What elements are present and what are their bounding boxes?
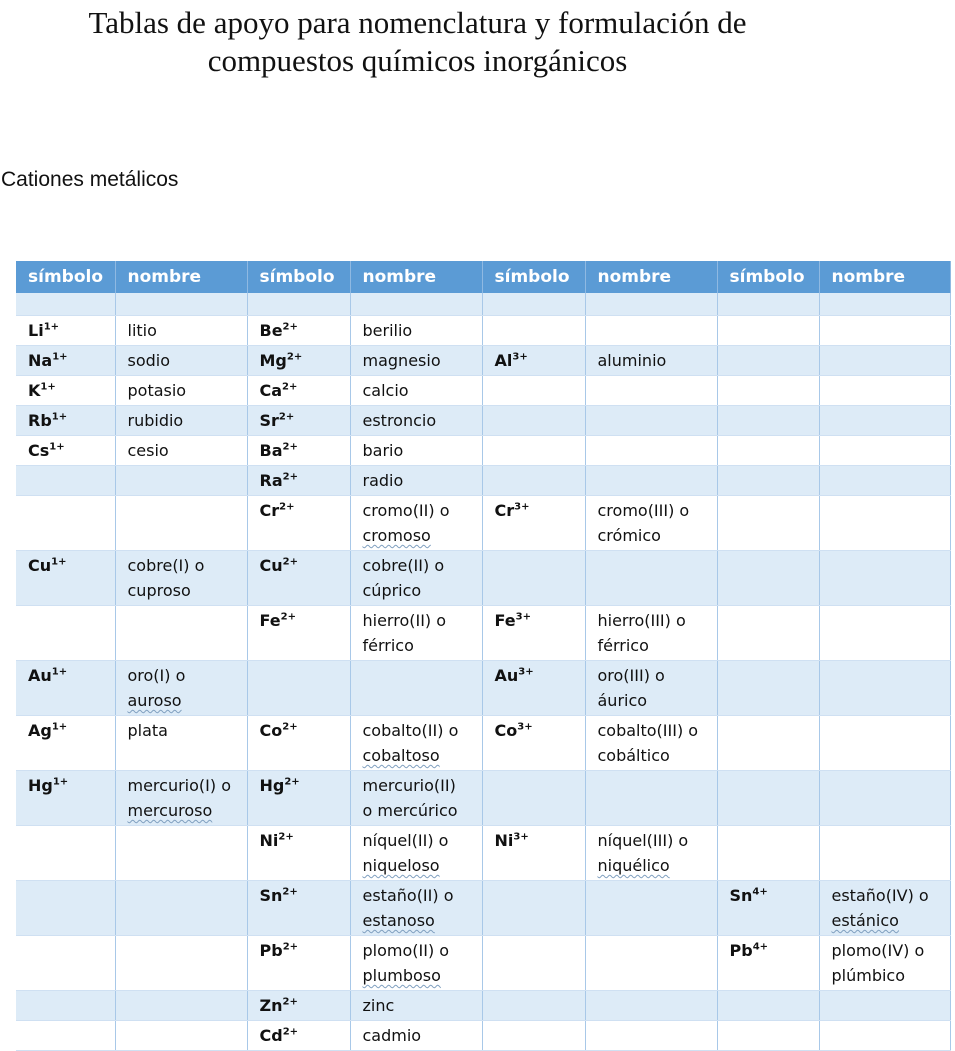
charge: 1+ (51, 721, 68, 733)
symbol-cell (717, 606, 819, 661)
symbol-cell (247, 1021, 350, 1051)
symbol-cell (717, 316, 819, 346)
cation-name-line: cúprico (362, 581, 422, 600)
cation-name-line: cobalto(III) o (597, 721, 699, 740)
table-row (16, 991, 950, 1021)
element-symbol: Ra (259, 471, 283, 490)
cation-name-line: níquel(III) o (597, 831, 689, 850)
symbol-cell (717, 716, 819, 771)
charge: 3+ (518, 666, 534, 678)
charge: 3+ (515, 611, 531, 623)
element-symbol: Zn (259, 996, 283, 1015)
name-cell (350, 771, 482, 826)
symbol-cell (482, 661, 585, 716)
symbol-cell (717, 826, 819, 881)
symbol-cell (247, 406, 350, 436)
cation-name-line: estroncio (362, 411, 437, 430)
name-cell (115, 406, 247, 436)
element-symbol: Co (494, 721, 518, 740)
symbol-cell (717, 991, 819, 1021)
cation-name-line: crómico (597, 526, 661, 545)
symbol-cell (717, 496, 819, 551)
element-symbol: Co (259, 721, 283, 740)
name-cell (819, 606, 950, 661)
cation-name-line: cobre(I) o (127, 556, 205, 575)
symbol-cell (247, 496, 350, 551)
element-symbol: Pb (259, 941, 283, 960)
cation-name-line: calcio (362, 381, 409, 400)
name-cell (350, 436, 482, 466)
symbol-cell (717, 406, 819, 436)
cation-name-line: potasio (127, 381, 187, 400)
name-cell (585, 826, 717, 881)
element-symbol: Ca (259, 381, 283, 400)
table-cell (350, 293, 482, 316)
charge: 2+ (282, 1026, 299, 1038)
table-row (16, 716, 950, 771)
column-header: nombre (819, 261, 950, 293)
charge: 3+ (512, 351, 528, 363)
charge: 2+ (282, 996, 298, 1008)
element-symbol: Ag (28, 721, 52, 740)
charge: 4+ (752, 886, 768, 898)
table-row (16, 466, 950, 496)
cation-name-line: plúmbico (831, 966, 906, 985)
cation-name-line: rubidio (127, 411, 184, 430)
cation-name-line: estaño(IV) o (831, 886, 929, 905)
symbol-cell (717, 376, 819, 406)
symbol-cell (717, 661, 819, 716)
charge: 2+ (282, 556, 298, 568)
symbol-cell (482, 496, 585, 551)
name-cell (350, 936, 482, 991)
name-cell (585, 936, 717, 991)
name-cell (819, 346, 950, 376)
charge: 2+ (278, 831, 294, 843)
name-cell (115, 771, 247, 826)
element-symbol: Mg (259, 351, 287, 370)
table-row (16, 606, 950, 661)
name-cell (585, 606, 717, 661)
symbol-cell (16, 881, 115, 936)
element-symbol: Rb (28, 411, 52, 430)
table-row (16, 661, 950, 716)
name-cell (115, 606, 247, 661)
symbol-cell (16, 346, 115, 376)
symbol-cell (247, 936, 350, 991)
symbol-cell (247, 346, 350, 376)
element-symbol: Hg (28, 776, 53, 795)
symbol-cell (482, 716, 585, 771)
symbol-cell (247, 881, 350, 936)
name-cell (585, 771, 717, 826)
name-cell (115, 1021, 247, 1051)
name-cell (115, 496, 247, 551)
cation-name-line: férrico (597, 636, 649, 655)
charge: 1+ (40, 381, 56, 393)
name-cell (819, 716, 950, 771)
cation-name-line: plomo(IV) o (831, 941, 925, 960)
symbol-cell (16, 661, 115, 716)
symbol-cell (482, 551, 585, 606)
column-header: símbolo (717, 261, 819, 293)
symbol-cell (482, 346, 585, 376)
name-cell (115, 466, 247, 496)
cation-name-line: áurico (597, 691, 648, 710)
element-symbol: Na (28, 351, 53, 370)
symbol-cell (482, 406, 585, 436)
name-cell (819, 661, 950, 716)
cation-name-line: radio (362, 471, 404, 490)
symbol-cell (16, 496, 115, 551)
cation-name-line: auroso (127, 691, 182, 710)
charge: 4+ (752, 941, 769, 953)
charge: 2+ (282, 886, 298, 898)
cation-name-line: plomo(II) o (362, 941, 450, 960)
symbol-cell (717, 936, 819, 991)
symbol-cell (247, 991, 350, 1021)
name-cell (819, 436, 950, 466)
name-cell (115, 991, 247, 1021)
name-cell (350, 1021, 482, 1051)
document-title (0, 4, 835, 80)
column-header: nombre (585, 261, 717, 293)
element-symbol: Be (259, 321, 283, 340)
table-row (16, 551, 950, 606)
name-cell (350, 716, 482, 771)
column-header: símbolo (16, 261, 115, 293)
table-row (16, 826, 950, 881)
symbol-cell (16, 551, 115, 606)
section-heading: Cationes metálicos (1, 168, 179, 191)
table-row (16, 316, 950, 346)
name-cell (115, 661, 247, 716)
symbol-cell (247, 716, 350, 771)
name-cell (350, 881, 482, 936)
name-cell (350, 606, 482, 661)
table-body (16, 293, 950, 1051)
symbol-cell (16, 991, 115, 1021)
cation-name-line: oro(III) o (597, 666, 665, 685)
table-row (16, 293, 950, 316)
element-symbol: Li (28, 321, 44, 340)
symbol-cell (247, 771, 350, 826)
symbol-cell (247, 466, 350, 496)
symbol-cell (717, 881, 819, 936)
symbol-cell (247, 551, 350, 606)
name-cell (585, 466, 717, 496)
element-symbol: Cs (28, 441, 50, 460)
table-row (16, 436, 950, 466)
name-cell (819, 991, 950, 1021)
charge: 1+ (52, 351, 68, 363)
symbol-cell (717, 346, 819, 376)
table-header-row (16, 261, 950, 293)
cation-name-line: cromo(III) o (597, 501, 690, 520)
symbol-cell (482, 316, 585, 346)
element-symbol: Ba (259, 441, 283, 460)
column-header: símbolo (482, 261, 585, 293)
symbol-cell (16, 936, 115, 991)
cation-name-line: zinc (362, 996, 395, 1015)
charge: 1+ (51, 556, 67, 568)
table-cell (247, 293, 350, 316)
table-row (16, 376, 950, 406)
cation-name-line: oro(I) o (127, 666, 186, 685)
name-cell (585, 1021, 717, 1051)
symbol-cell (247, 376, 350, 406)
column-header: nombre (115, 261, 247, 293)
charge: 3+ (514, 501, 530, 513)
cation-name-line: mercurio(I) o (127, 776, 231, 795)
name-cell (115, 436, 247, 466)
name-cell (585, 436, 717, 466)
table-cell (585, 293, 717, 316)
element-symbol: Ni (494, 831, 514, 850)
cation-name-line: cadmio (362, 1026, 422, 1045)
symbol-cell (717, 1021, 819, 1051)
charge: 2+ (282, 721, 298, 733)
name-cell (819, 936, 950, 991)
element-symbol: Sn (259, 886, 283, 905)
cation-name-line: mercuroso (127, 801, 213, 820)
name-cell (819, 551, 950, 606)
symbol-cell (482, 771, 585, 826)
name-cell (350, 991, 482, 1021)
name-cell (819, 466, 950, 496)
symbol-cell (247, 826, 350, 881)
name-cell (350, 466, 482, 496)
table-row (16, 936, 950, 991)
cations-table (16, 261, 951, 1051)
cation-name-line: estaño(II) o (362, 886, 454, 905)
name-cell (819, 316, 950, 346)
name-cell (115, 551, 247, 606)
name-cell (819, 406, 950, 436)
name-cell (819, 771, 950, 826)
table-cell (115, 293, 247, 316)
charge: 1+ (51, 666, 68, 678)
cation-name-line: sodio (127, 351, 171, 370)
cation-name-line: cobaltoso (362, 746, 440, 765)
title-line-2: compuestos químicos inorgánicos (207, 43, 628, 78)
name-cell (350, 826, 482, 881)
element-symbol: Cd (259, 1026, 283, 1045)
name-cell (115, 881, 247, 936)
cation-name-line: berilio (362, 321, 413, 340)
symbol-cell (16, 716, 115, 771)
name-cell (115, 936, 247, 991)
charge: 2+ (286, 351, 303, 363)
cation-name-line: bario (362, 441, 404, 460)
cation-name-line: mercurio(II) (362, 776, 456, 795)
name-cell (115, 346, 247, 376)
name-cell (819, 496, 950, 551)
element-symbol: Cu (28, 556, 52, 575)
table-row (16, 881, 950, 936)
element-symbol: Cr (494, 501, 515, 520)
symbol-cell (16, 826, 115, 881)
element-symbol: Au (494, 666, 519, 685)
symbol-cell (16, 406, 115, 436)
name-cell (819, 881, 950, 936)
symbol-cell (482, 376, 585, 406)
symbol-cell (247, 606, 350, 661)
symbol-cell (482, 936, 585, 991)
name-cell (585, 406, 717, 436)
element-symbol: K (28, 381, 41, 400)
cation-name-line: cobáltico (597, 746, 670, 765)
name-cell (819, 826, 950, 881)
table-row (16, 346, 950, 376)
charge: 1+ (52, 776, 69, 788)
column-header: símbolo (247, 261, 350, 293)
charge: 2+ (284, 776, 300, 788)
cation-name-line: cromo(II) o (362, 501, 450, 520)
element-symbol: Cr (259, 501, 280, 520)
name-cell (585, 316, 717, 346)
symbol-cell (482, 466, 585, 496)
name-cell (585, 661, 717, 716)
cation-name-line: niquélico (597, 856, 670, 875)
name-cell (585, 881, 717, 936)
symbol-cell (482, 436, 585, 466)
symbol-cell (717, 466, 819, 496)
table-row (16, 1021, 950, 1051)
element-symbol: Fe (494, 611, 516, 630)
name-cell (115, 376, 247, 406)
cation-name-line: hierro(III) o (597, 611, 686, 630)
table-cell (819, 293, 950, 316)
name-cell (819, 1021, 950, 1051)
element-symbol: Au (28, 666, 52, 685)
cation-name-line: níquel(II) o (362, 831, 449, 850)
symbol-cell (717, 771, 819, 826)
cation-name-line: litio (127, 321, 157, 340)
cation-name-line: cobre(II) o (362, 556, 445, 575)
cation-name-line: cesio (127, 441, 169, 460)
column-header: nombre (350, 261, 482, 293)
symbol-cell (16, 436, 115, 466)
table-row (16, 771, 950, 826)
name-cell (585, 496, 717, 551)
symbol-cell (717, 551, 819, 606)
cation-name-line: hierro(II) o (362, 611, 447, 630)
symbol-cell (717, 436, 819, 466)
symbol-cell (482, 991, 585, 1021)
name-cell (350, 661, 482, 716)
table-row (16, 496, 950, 551)
cation-name-line: cobalto(II) o (362, 721, 459, 740)
element-symbol: Hg (259, 776, 285, 795)
charge: 2+ (282, 471, 298, 483)
table-cell (717, 293, 819, 316)
cation-name-line: cromoso (362, 526, 431, 545)
symbol-cell (247, 436, 350, 466)
name-cell (585, 376, 717, 406)
name-cell (585, 716, 717, 771)
name-cell (585, 991, 717, 1021)
cation-name-line: o mercúrico (362, 801, 458, 820)
element-symbol: Pb (729, 941, 753, 960)
element-symbol: Cu (259, 556, 283, 575)
charge: 2+ (280, 611, 296, 623)
name-cell (350, 376, 482, 406)
charge: 2+ (278, 411, 295, 423)
cation-name-line: magnesio (362, 351, 441, 370)
cation-name-line: plumboso (362, 966, 441, 985)
name-cell (115, 316, 247, 346)
symbol-cell (482, 826, 585, 881)
charge: 2+ (282, 441, 298, 453)
table-cell (482, 293, 585, 316)
symbol-cell (482, 1021, 585, 1051)
cation-name-line: férrico (362, 636, 414, 655)
element-symbol: Fe (259, 611, 281, 630)
symbol-cell (16, 316, 115, 346)
symbol-cell (16, 771, 115, 826)
cation-name-line: estánico (831, 911, 899, 930)
symbol-cell (247, 661, 350, 716)
charge: 2+ (282, 941, 299, 953)
name-cell (115, 716, 247, 771)
symbol-cell (16, 606, 115, 661)
name-cell (819, 376, 950, 406)
table-cell (16, 293, 115, 316)
symbol-cell (16, 376, 115, 406)
name-cell (350, 496, 482, 551)
cation-name-line: estanoso (362, 911, 435, 930)
name-cell (350, 346, 482, 376)
symbol-cell (247, 316, 350, 346)
cation-name-line: cuproso (127, 581, 191, 600)
charge: 3+ (513, 831, 529, 843)
symbol-cell (482, 606, 585, 661)
element-symbol: Ni (259, 831, 279, 850)
symbol-cell (16, 1021, 115, 1051)
charge: 1+ (51, 411, 68, 423)
name-cell (585, 346, 717, 376)
name-cell (115, 826, 247, 881)
element-symbol: Sr (259, 411, 279, 430)
title-line-1: Tablas de apoyo para nomenclatura y formulación de (88, 5, 747, 40)
name-cell (585, 551, 717, 606)
cation-name-line: aluminio (597, 351, 667, 370)
cation-name-line: niqueloso (362, 856, 440, 875)
charge: 2+ (279, 501, 295, 513)
cation-name-line: plata (127, 721, 168, 740)
element-symbol: Sn (729, 886, 753, 905)
charge: 2+ (282, 321, 298, 333)
element-symbol: Al (494, 351, 513, 370)
charge: 2+ (282, 381, 298, 393)
name-cell (350, 551, 482, 606)
name-cell (350, 316, 482, 346)
table-row (16, 406, 950, 436)
charge: 3+ (517, 721, 533, 733)
symbol-cell (16, 466, 115, 496)
name-cell (350, 406, 482, 436)
charge: 1+ (43, 321, 60, 333)
charge: 1+ (49, 441, 65, 453)
symbol-cell (482, 881, 585, 936)
